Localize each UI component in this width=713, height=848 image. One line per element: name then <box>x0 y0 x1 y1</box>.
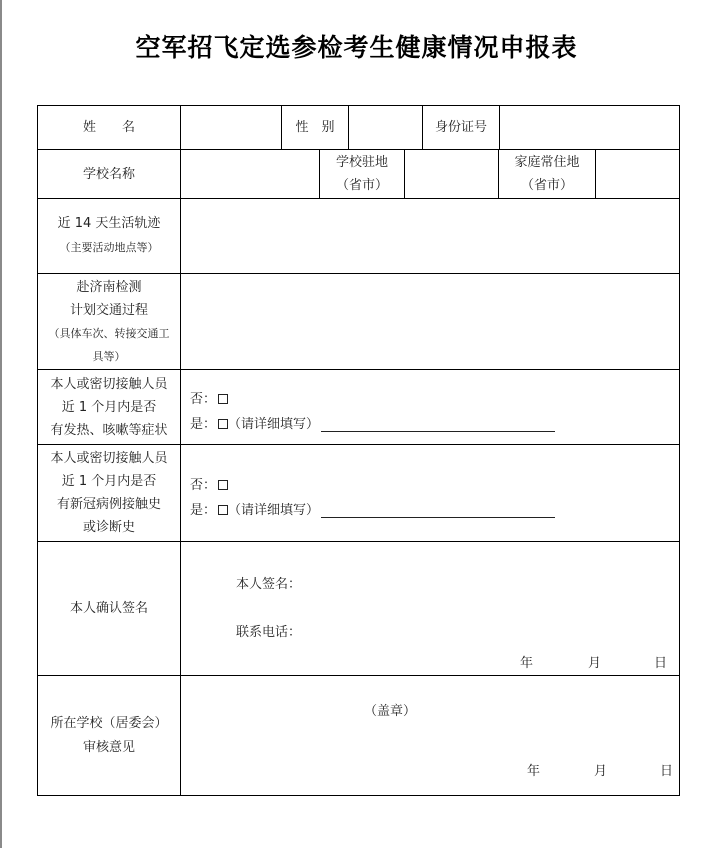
school-location-field[interactable] <box>405 150 498 198</box>
signature-label: 本人签名： <box>236 577 302 592</box>
checkbox-icon[interactable] <box>218 480 228 490</box>
checkbox-icon[interactable] <box>218 419 228 429</box>
table-line <box>37 795 680 796</box>
symptoms-yes-note: （请详细填写） <box>228 417 320 432</box>
checkbox-icon[interactable] <box>218 394 228 404</box>
transport-plan-label-line2: 计划交通过程 <box>69 302 148 318</box>
covid-contact-label-line4: 或诊断史 <box>82 520 135 535</box>
school-review-label-line2: 审核意见 <box>82 739 135 755</box>
date-day-label: 日 <box>654 656 668 671</box>
covid-yes-label: 是： <box>190 503 217 518</box>
school-location-label-line1: 学校驻地 <box>335 155 388 170</box>
covid-yes-note: （请详细填写） <box>228 503 320 518</box>
symptoms-label-line3: 有发热、咳嗽等症状 <box>50 422 168 438</box>
symptoms-yes-label: 是： <box>190 417 217 432</box>
transport-plan-label-line4: 具等） <box>92 349 126 363</box>
symptoms-label-line2: 近 1 个月内是否 <box>61 399 157 415</box>
review-year-label: 年 <box>527 764 541 779</box>
school-review-label <box>38 676 180 795</box>
transport-plan-label <box>38 274 180 369</box>
school-name-field[interactable] <box>181 150 319 198</box>
transport-plan-label-line3: （具体车次、转接交通工 <box>48 326 170 340</box>
name-field[interactable] <box>181 106 281 149</box>
review-month-label: 月 <box>594 764 608 779</box>
form-title: 空军招飞定选参检考生健康情况申报表 <box>135 33 578 62</box>
id-label: 身份证号 <box>434 120 487 135</box>
travel-history-field[interactable] <box>181 199 679 273</box>
home-location-label-line2: （省市） <box>520 178 573 193</box>
covid-contact-label-line3: 有新冠病例接触史 <box>56 497 161 512</box>
symptoms-yes-option[interactable] <box>190 413 555 432</box>
seal-label: （盖章） <box>364 704 417 719</box>
covid-yes-option[interactable] <box>190 499 555 518</box>
school-review-label-line1: 所在学校（居委会） <box>50 715 168 731</box>
covid-no-option[interactable] <box>190 474 228 493</box>
school-name-label: 学校名称 <box>82 166 135 182</box>
symptoms-detail-blank[interactable] <box>321 420 555 432</box>
table-line <box>679 105 680 796</box>
travel-history-label-line2: （主要活动地点等） <box>59 241 159 254</box>
date-month-label: 月 <box>588 656 602 671</box>
covid-contact-label-line1: 本人或密切接触人员 <box>50 451 168 466</box>
home-location-label-line1: 家庭常住地 <box>514 155 580 170</box>
home-location-label <box>499 150 595 198</box>
covid-contact-label <box>38 445 180 541</box>
travel-history-label <box>38 199 180 273</box>
symptoms-no-label: 否： <box>190 392 217 407</box>
covid-no-label: 否： <box>190 478 217 493</box>
symptoms-no-option[interactable] <box>190 388 228 407</box>
window-left-edge <box>0 0 2 848</box>
transport-plan-label-line1: 赴济南检测 <box>76 279 142 295</box>
covid-detail-blank[interactable] <box>321 506 555 518</box>
gender-label: 性 别 <box>295 120 335 135</box>
checkbox-icon[interactable] <box>218 505 228 515</box>
review-day-label: 日 <box>660 764 674 779</box>
transport-plan-field[interactable] <box>181 274 679 369</box>
phone-label: 联系电话： <box>236 625 302 640</box>
school-location-label <box>320 150 404 198</box>
id-field[interactable] <box>500 106 679 149</box>
gender-field[interactable] <box>349 106 422 149</box>
date-year-label: 年 <box>520 656 534 671</box>
school-location-label-line2: （省市） <box>335 178 388 193</box>
name-label: 姓 名 <box>82 120 135 135</box>
travel-history-label-line1: 近 14 天生活轨迹 <box>57 216 161 231</box>
symptoms-label <box>38 370 180 444</box>
symptoms-label-line1: 本人或密切接触人员 <box>50 376 168 392</box>
covid-contact-label-line2: 近 1 个月内是否 <box>61 474 157 489</box>
self-confirm-label: 本人确认签名 <box>69 601 148 616</box>
home-location-field[interactable] <box>596 150 679 198</box>
